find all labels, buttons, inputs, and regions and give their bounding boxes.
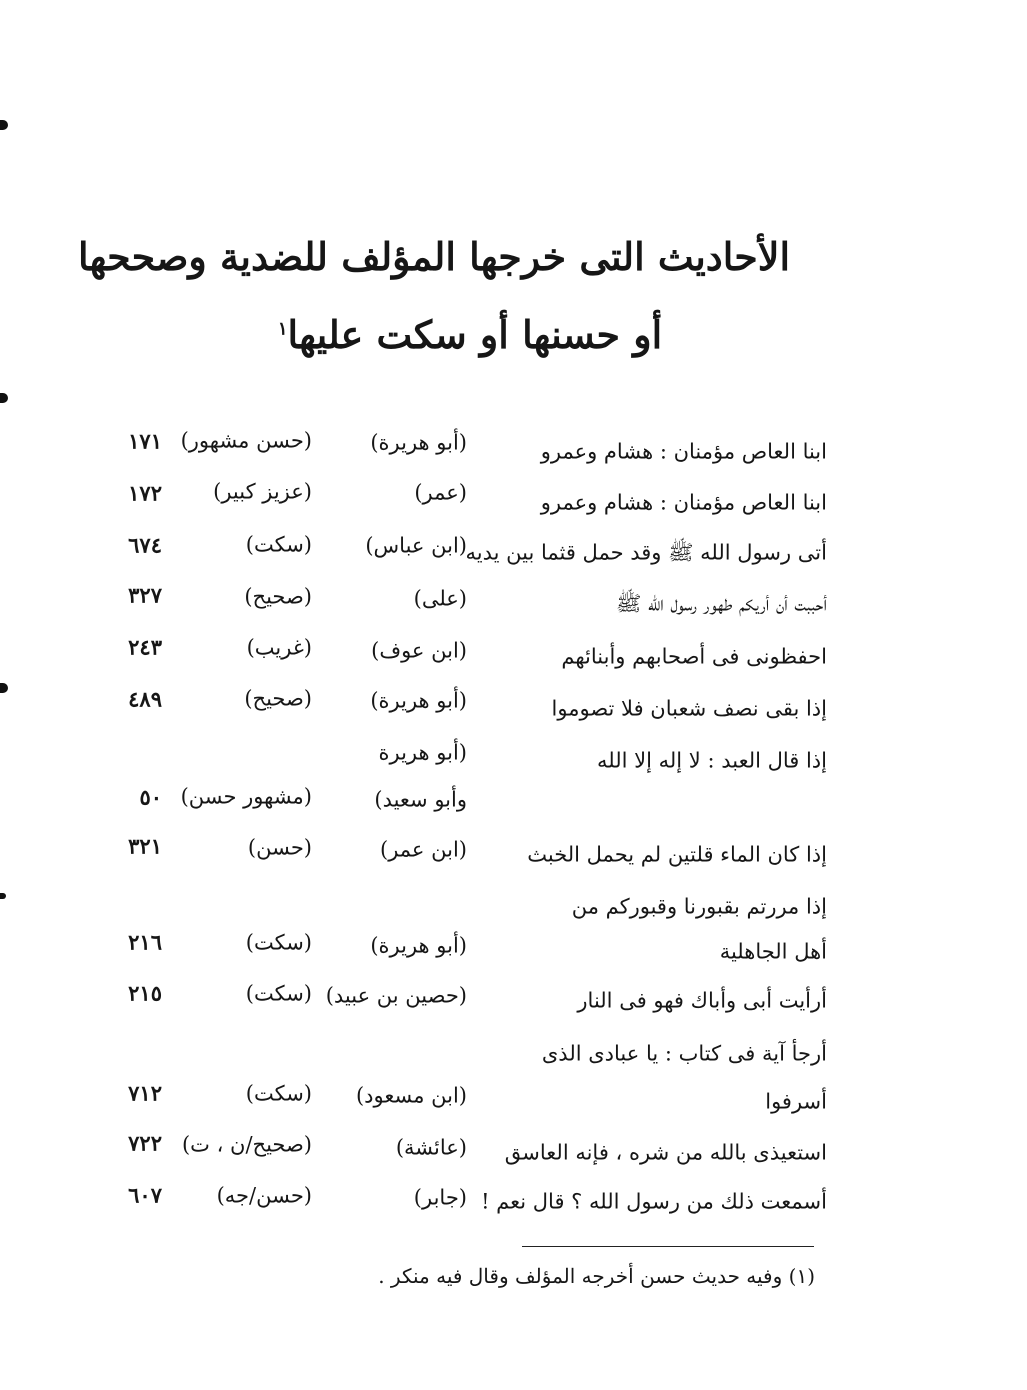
hadith-page-number: ٦٠٧ <box>128 1182 162 1208</box>
hadith-page-number: ٦٧٤ <box>128 532 162 558</box>
hadith-grade: (حسن) <box>247 835 312 860</box>
hadith-page-number: ٢١٦ <box>128 929 162 955</box>
hadith-text: إذا مررتم بقبورنا وقبوركم من <box>571 894 827 919</box>
hadith-grade: (صحيح) <box>244 584 312 609</box>
hadith-text: أتى رسول الله ﷺ وقد حمل قثما بين يديه <box>465 540 827 565</box>
hadith-text: ابنا العاص مؤمنان : هشام وعمرو <box>540 490 827 515</box>
hadith-narrator: (عمر) <box>414 480 467 505</box>
hadith-narrator: (أبو هريرة) <box>370 688 467 713</box>
page-title-line-1: الأحاديث التى خرجها المؤلف للضدية وصححها <box>78 234 790 279</box>
hadith-narrator: (على) <box>413 586 467 611</box>
hadith-text: أرجأ آية فى كتاب : يا عبادى الذى <box>541 1041 827 1066</box>
hadith-text: أرأيت أبى وأباك فهو فى النار <box>577 988 827 1013</box>
hadith-text: احفظونى فى أصحابهم وأبنائهم <box>561 644 827 669</box>
hadith-text: أسمعت ذلك من رسول الله ؟ قال نعم ! <box>481 1189 827 1214</box>
hadith-grade: (غريب) <box>246 635 312 660</box>
hadith-text: أحببت أن أريكم طهور رسول الله ﷺ <box>616 591 827 616</box>
hadith-narrator-continued: وأبو سعيد) <box>374 787 467 812</box>
footnote-text: وفيه حديث حسن أخرجه المؤلف وقال فيه منكر . <box>378 1264 783 1288</box>
hadith-page-number: ٧٢٢ <box>128 1130 162 1156</box>
hadith-narrator: (ابن مسعود) <box>355 1083 467 1108</box>
hadith-grade: (حسن مشهور) <box>180 428 312 453</box>
hadith-narrator: (ابن عباس) <box>365 533 467 558</box>
hadith-page-number: ٣٢١ <box>128 833 162 859</box>
hadith-text: إذا كان الماء قلتين لم يحمل الخبث <box>527 842 827 867</box>
hadith-narrator: (ابن عمر) <box>380 837 467 862</box>
hadith-page-number: ٣٢٧ <box>128 582 162 608</box>
hadith-text: استعيذى بالله من شره ، فإنه العاسق <box>504 1140 827 1165</box>
hadith-narrator: (أبو هريرة <box>378 740 467 765</box>
hadith-narrator: (أبو هريرة) <box>370 430 467 455</box>
hadith-grade: (عزيز كبير) <box>213 479 312 504</box>
hadith-page-number: ٧١٢ <box>128 1080 162 1106</box>
hadith-grade: (سكت) <box>245 981 312 1006</box>
hadith-grade: (سكت) <box>245 930 312 955</box>
hadith-text-continued: أسرفوا <box>765 1089 827 1114</box>
hadith-text-continued: أهل الجاهلية <box>719 939 827 964</box>
footnote <box>378 1264 815 1288</box>
scan-edge-mark <box>0 683 8 693</box>
hadith-text: إذا قال العبد : لا إله إلا الله <box>597 748 827 773</box>
hadith-grade: (صحيح) <box>244 686 312 711</box>
page-title-line-2 <box>150 312 790 357</box>
hadith-narrator: (ابن عوف) <box>371 638 467 663</box>
hadith-grade: (حسن/جه) <box>216 1183 312 1208</box>
hadith-text: إذا بقى نصف شعبان فلا تصوموا <box>551 696 827 721</box>
scan-edge-mark <box>0 893 6 899</box>
hadith-page-number: ١٧٢ <box>128 480 162 506</box>
hadith-narrator: (أبو هريرة) <box>370 933 467 958</box>
scan-edge-mark <box>0 393 8 403</box>
hadith-grade: (صحيح/ن ، ت) <box>181 1132 312 1157</box>
footnote-marker: (١) <box>788 1264 815 1288</box>
hadith-narrator: (عائشة) <box>395 1135 467 1160</box>
hadith-page-number: ٤٨٩ <box>128 686 162 712</box>
footnote-reference: ١ <box>277 318 288 340</box>
hadith-page-number: ٥٠ <box>139 784 162 810</box>
scan-edge-mark <box>0 120 8 130</box>
footnote-separator <box>522 1246 814 1247</box>
hadith-grade: (سكت) <box>245 1081 312 1106</box>
hadith-narrator: (حصين بن عبيد) <box>325 983 467 1008</box>
hadith-grade: (مشهور حسن) <box>180 784 312 809</box>
hadith-text: ابنا العاص مؤمنان : هشام وعمرو <box>540 439 827 464</box>
hadith-narrator: (جابر) <box>413 1185 467 1210</box>
page-title-line-2-text: أو حسنها أو سكت عليها <box>287 312 663 357</box>
hadith-page-number: ٢١٥ <box>128 980 162 1006</box>
hadith-page-number: ٢٤٣ <box>128 634 162 660</box>
hadith-page-number: ١٧١ <box>128 428 162 454</box>
hadith-grade: (سكت) <box>245 532 312 557</box>
